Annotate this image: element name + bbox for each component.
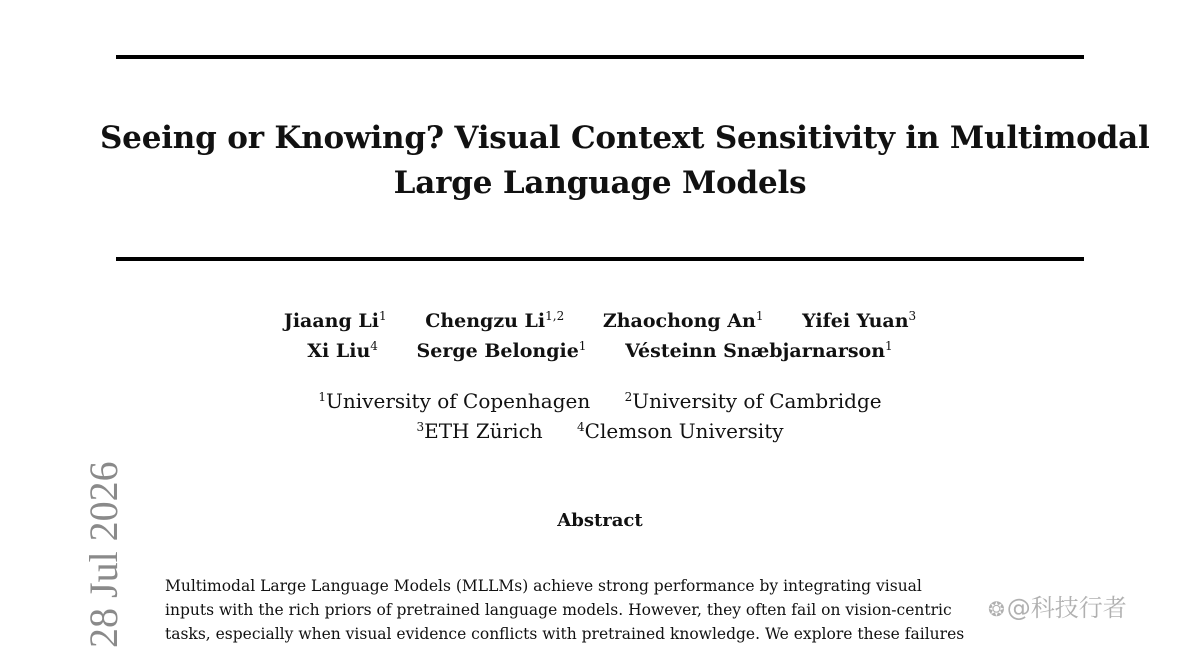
- affiliation-name: ETH Zürich: [424, 419, 543, 443]
- author-affiliation-mark: 3: [908, 309, 917, 323]
- author: [284, 310, 387, 332]
- author: [307, 340, 378, 362]
- affiliation-name: University of Copenhagen: [326, 389, 591, 413]
- abstract-text: [165, 574, 1035, 646]
- abstract-line: tasks, especially when visual evidence conflicts with pretrained knowledge. We explore these failures: [165, 625, 965, 643]
- author-name: Zhaochong An: [602, 310, 756, 332]
- paper-title: [100, 116, 1150, 206]
- arxiv-side-date: 28 Jul 2026: [81, 461, 126, 648]
- affiliation: [416, 419, 542, 443]
- author: [425, 310, 564, 332]
- affiliation-row-1: [0, 386, 1200, 416]
- chat-bubbles-icon: ❂: [988, 597, 1005, 621]
- affiliation-list: [0, 386, 1200, 446]
- author-name: Serge Belongie: [416, 340, 579, 362]
- abstract-heading: Abstract: [557, 510, 643, 531]
- abstract-line: inputs with the rich priors of pretrained language models. However, they often fail on vision-centric: [165, 601, 952, 619]
- author-affiliation-mark: 1: [378, 309, 387, 323]
- affiliation: [625, 389, 882, 413]
- author-affiliation-mark: 1: [755, 309, 764, 323]
- bottom-rule: [116, 257, 1084, 261]
- author: [625, 340, 893, 362]
- author-affiliation-mark: 1: [885, 339, 893, 353]
- affiliation-name: Clemson University: [584, 419, 784, 443]
- affiliation: [318, 389, 590, 413]
- author-affiliation-mark: 1: [578, 339, 587, 353]
- top-rule: [116, 55, 1084, 59]
- affiliation-mark: 4: [577, 420, 585, 434]
- watermark-text: @科技行者: [1006, 594, 1127, 622]
- author-name: Chengzu Li: [425, 310, 546, 332]
- author: [603, 310, 764, 332]
- author: [417, 340, 587, 362]
- author-row-2: [0, 336, 1200, 366]
- title-line-1: Seeing or Knowing? Visual Context Sensitivity in Multimodal: [100, 120, 1150, 156]
- title-line-2: Large Language Models: [393, 165, 807, 201]
- author-name: Jiaang Li: [283, 310, 379, 332]
- author-name: Vésteinn Snæbjarnarson: [625, 340, 886, 362]
- affiliation: [577, 419, 784, 443]
- author: [802, 310, 916, 332]
- affiliation-row-2: [0, 416, 1200, 446]
- watermark: [988, 588, 1127, 623]
- author-affiliation-mark: 4: [370, 339, 378, 353]
- author-name: Yifei Yuan: [802, 310, 909, 332]
- author-list: [0, 306, 1200, 366]
- author-name: Xi Liu: [307, 340, 371, 362]
- affiliation-mark: 2: [624, 390, 633, 404]
- author-row-1: [0, 306, 1200, 336]
- affiliation-name: University of Cambridge: [632, 389, 882, 413]
- author-affiliation-mark: 1,2: [545, 309, 565, 323]
- abstract-line: Multimodal Large Language Models (MLLMs) achieve strong performance by integrating visual: [165, 577, 922, 595]
- affiliation-mark: 1: [318, 390, 327, 404]
- affiliation-mark: 3: [416, 420, 425, 434]
